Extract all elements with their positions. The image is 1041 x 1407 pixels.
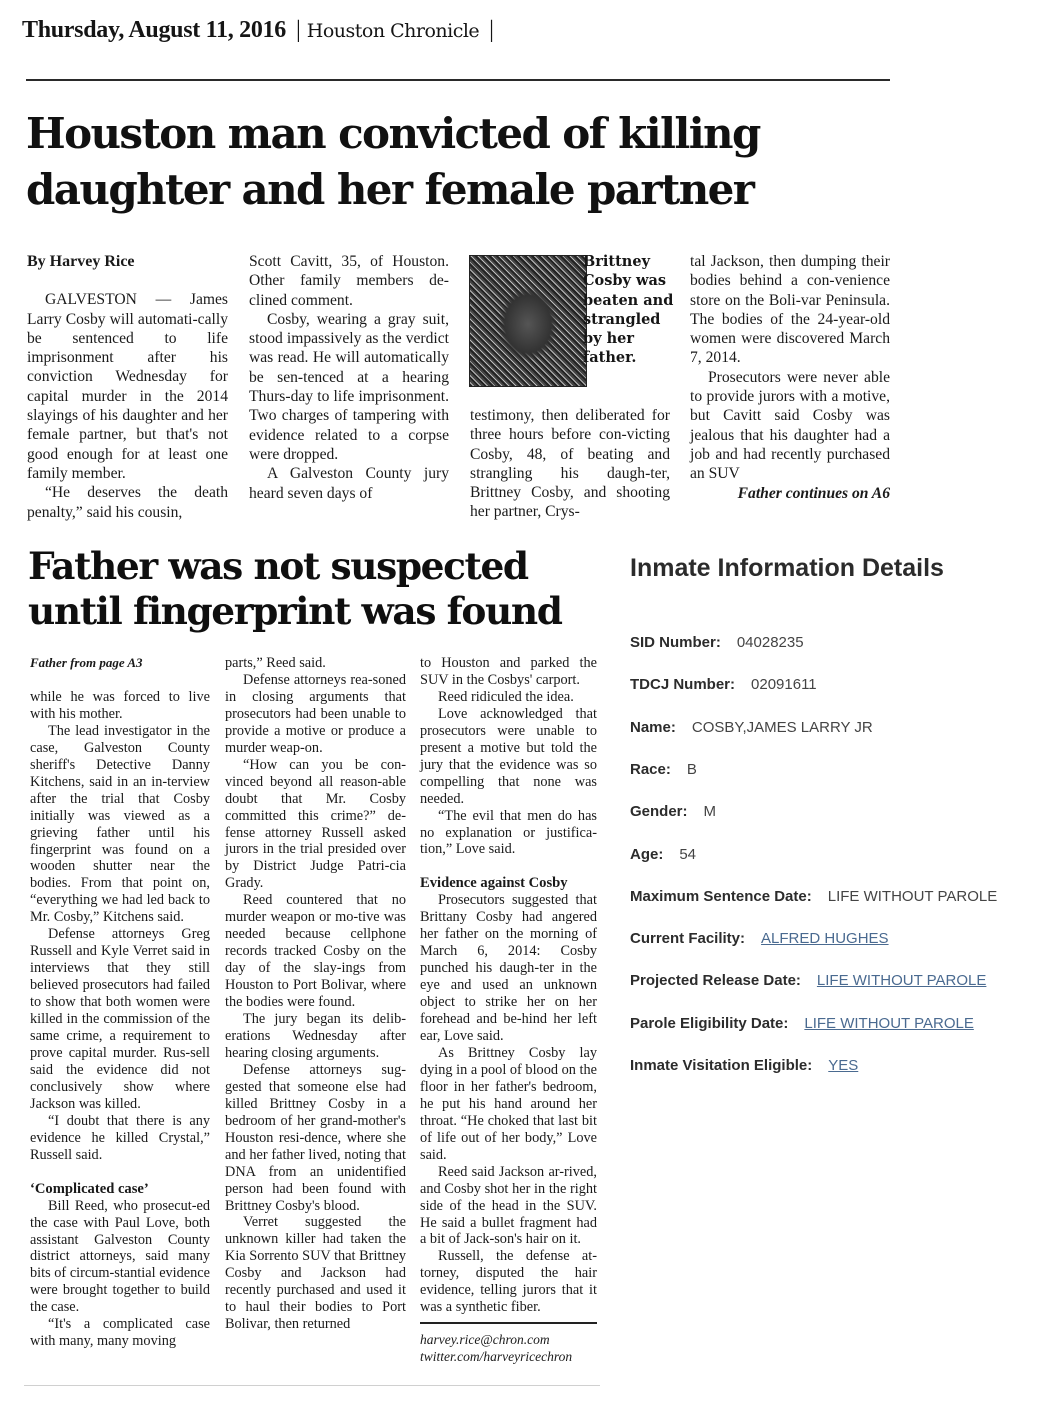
inmate-field-row <box>630 633 804 653</box>
article-paragraph: “I doubt that there is any evidence he killed Crystal,” Russell said. <box>30 1112 210 1163</box>
field-value-link[interactable]: LIFE WITHOUT PAROLE <box>816 972 987 990</box>
inmate-info-panel <box>630 552 1035 1074</box>
field-value-link[interactable]: YES <box>828 1057 859 1074</box>
article-paragraph: “It's a complicated case with many, many moving <box>30 1316 210 1350</box>
reporter-email: harvey.rice@chron.com <box>420 1332 550 1348</box>
field-label: Name: <box>630 718 676 736</box>
byline: By Harvey Rice <box>27 253 135 270</box>
article-paragraph: Reed said Jackson ar-rived, and Cosby shot her in the right side of the head in the SUV. He said a bullet fragment had a bit of Jack-son's hair on it. <box>420 1163 597 1248</box>
field-label: Race: <box>630 760 671 778</box>
main-headline-line-2: daughter and her female partner <box>26 165 754 214</box>
jump-column-3 <box>420 655 597 1366</box>
article-paragraph: GALVESTON — James Larry Cosby will automati-cally be sentenced to life imprisonment after his conviction Wednesday for capital murder in the 2014 slayings of his daughter and her female partner, but that's not good enough for at least one family member. <box>27 291 228 482</box>
field-label: Parole Eligibility Date: <box>630 1014 789 1032</box>
field-value: M <box>703 803 717 821</box>
inmate-field-row <box>630 887 997 907</box>
inmate-field-row <box>630 718 873 738</box>
inmate-field-row <box>630 675 817 695</box>
publication-date: Thursday, August 11, 2016 <box>22 17 286 43</box>
article-paragraph: while he was forced to live with his mother. <box>30 688 210 722</box>
field-value-link[interactable]: ALFRED HUGHES <box>761 930 889 948</box>
jump-column-1 <box>30 655 210 1350</box>
article-paragraph: Verret suggested the unknown killer had taken the Kia Sorrento SUV that Brittney Cosby and Jackson had recently purchased and used it to haul their bodies to Port Bolivar, then returned <box>225 1214 406 1333</box>
article-subhead: ‘Complicated case’ <box>30 1180 149 1197</box>
article-paragraph: Defense attorneys rea-soned in closing arguments that prosecutors had been unable to provide a motive or produce a murder weap-on. <box>225 671 406 756</box>
field-value: 02091611 <box>751 676 817 694</box>
jump-headline-line-2: until fingerprint was found <box>28 589 562 633</box>
article-paragraph: Russell, the defense at-torney, disputed the hair evidence, telling jurors that it was a synthetic fiber. <box>420 1248 597 1316</box>
jump-column-2 <box>225 655 406 1333</box>
field-value: 54 <box>679 845 697 863</box>
jump-line: Father continues on A6 <box>737 484 890 502</box>
article-paragraph: Defense attorneys Greg Russell and Kyle Verret said in interviews that they still believed prosecutors had failed to show that both women were killed in the commission of the same crime, a requirement to prove capital murder. Rus-sell said the evidence did not conclusively show where Jackson was killed. <box>30 926 210 1112</box>
front-column-1 <box>27 252 228 522</box>
main-headline <box>26 106 896 218</box>
inmate-field-row <box>630 929 889 949</box>
article-paragraph: to Houston and parked the SUV in the Cosbys' carport. <box>420 655 597 688</box>
field-label: Gender: <box>630 803 688 821</box>
field-label: Age: <box>630 845 664 863</box>
inmate-field-row <box>630 845 696 865</box>
article-paragraph: The jury began its delib-erations Wednesday after hearing closing arguments. <box>225 1011 406 1061</box>
article-subhead: Evidence against Cosby <box>420 875 568 892</box>
photo-caption: Brittney Cosby was beaten and strangled by her father. <box>583 253 674 367</box>
article-paragraph: The lead investigator in the case, Galveston County sheriff's Detective Danny Kitchens, said in an in-terview after the trial that Cosby initially was viewed as a grieving father until his fingerprint was found on a wooden shutter near the bodies. From that point on, “everything we had led back to Mr. Cosby,” Kitchens said. <box>30 722 210 926</box>
article-paragraph: tal Jackson, then dumping their bodies behind a con-venience store on the Boli-var Peninsula. The bodies of the 24-year-old women were discovered March 7, 2014. <box>690 253 890 367</box>
jump-headline <box>28 544 618 634</box>
dateline <box>22 14 500 47</box>
main-headline-line-1: Houston man convicted of killing <box>26 109 760 158</box>
dateline-separator-end: | <box>489 17 494 43</box>
article-paragraph: testimony, then deliberated for three hours before con-victing Cosby, 48, of beating and strangling his daugh-ter, Brittney Cosby, and shooting her partner, Crys- <box>470 407 670 521</box>
field-label: Maximum Sentence Date: <box>630 887 812 905</box>
dateline-separator: | <box>295 17 301 43</box>
article-paragraph: Love acknowledged that prosecutors were unable to present a motive but told the jury that the evidence was so compelling that none was needed. <box>420 705 597 807</box>
front-column-4 <box>690 252 890 503</box>
article-paragraph: Defense attorneys sug-gested that someone else had killed Brittney Cosby in a bedroom of her grand-mother's Houston resi-dence, where she and her father lived, noting that DNA from an unidentified person had been found with Brittney Cosby's blood. <box>225 1061 406 1214</box>
article-paragraph: Scott Cavitt, 35, of Houston. Other family members de-clined comment. <box>249 253 449 309</box>
article-paragraph: “He deserves the death penalty,” said his cousin, <box>27 484 228 521</box>
article-paragraph: Reed countered that no murder weapon or mo-tive was needed because cellphone records tracked Cosby on the day of the slay-ings from Houston to Port Bolivar, where the bodies were found. <box>225 892 406 1011</box>
field-label: Current Facility: <box>630 930 746 948</box>
field-label: Inmate Visitation Eligible: <box>630 1057 813 1074</box>
clipping-bottom-rule <box>24 1385 600 1386</box>
field-value: COSBY,JAMES LARRY JR <box>691 718 873 736</box>
article-paragraph: Bill Reed, who prosecut-ed the case with Paul Love, both assistant Galveston County district attorneys, said many bits of circum-stantial evidence were brought together to build the case. <box>30 1197 210 1316</box>
article-paragraph: “How can you be con-vinced beyond all reason-able doubt that Mr. Cosby committed this crime?” de-fense attorney Russell asked jurors in the trial presided over by District Judge Patri-cia Grady. <box>225 756 406 892</box>
field-label: Projected Release Date: <box>630 972 801 990</box>
field-value: B <box>686 760 697 778</box>
inmate-field-row <box>630 802 716 822</box>
jump-from-line: Father from page A3 <box>30 655 143 670</box>
contact-rule <box>420 1322 597 1324</box>
article-paragraph: Cosby, wearing a gray suit, stood impassively as the verdict was read. He will automatically be sen-tenced at a hearing Thurs-day to life imprisonment. Two charges of tampering with evidence related to a corpse were dropped. <box>249 310 449 463</box>
field-value-link[interactable]: LIFE WITHOUT PAROLE <box>804 1014 974 1032</box>
jump-column-3-body <box>420 655 597 1316</box>
publication-name: Houston Chronicle <box>306 20 480 42</box>
victim-photo <box>469 255 587 387</box>
article-paragraph: Prosecutors were never able to provide jurors with a motive, but Cavitt said Cosby was jealous that his daughter had a job and had recently purchased an SUV <box>690 368 890 483</box>
inmate-field-row <box>630 1056 858 1076</box>
jump-column-2-body <box>225 655 406 1333</box>
jump-headline-line-1: Father was not suspected <box>28 544 528 588</box>
article-paragraph: Prosecutors suggested that Brittany Cosby had angered her father on the morning of March 6, 2014: Cosby punched his daugh-ter in the eye and used an unknown object to strike her on her forehead and be-hind her left ear, Love said. <box>420 892 597 1045</box>
field-value: LIFE WITHOUT PAROLE <box>827 887 998 905</box>
reporter-twitter: twitter.com/harveyricechron <box>420 1349 573 1365</box>
inmate-field-row <box>630 971 986 991</box>
field-label: SID Number: <box>630 634 721 651</box>
article-paragraph: “The evil that men do has no explanation or justifica-tion,” Love said. <box>420 807 597 858</box>
article-paragraph: parts,” Reed said. <box>225 655 326 671</box>
article-paragraph: A Galveston County jury heard seven days of <box>249 465 449 502</box>
field-label: TDCJ Number: <box>630 676 736 694</box>
article-paragraph: Reed ridiculed the idea. <box>438 688 574 705</box>
inmate-field-row <box>630 760 697 780</box>
front-column-2 <box>249 252 449 503</box>
field-value: 04028235 <box>736 634 804 651</box>
jump-column-1-body <box>30 689 210 1350</box>
article-paragraph: As Brittney Cosby lay dying in a pool of blood on the floor in her father's bedroom, he put his hand around her throat. “He choked that last bit of life out of her body,” Love said. <box>420 1044 597 1163</box>
panel-title: Inmate Information Details <box>630 554 944 582</box>
front-column-3 <box>470 406 670 522</box>
header-rule <box>26 79 890 81</box>
inmate-field-row <box>630 1014 974 1034</box>
